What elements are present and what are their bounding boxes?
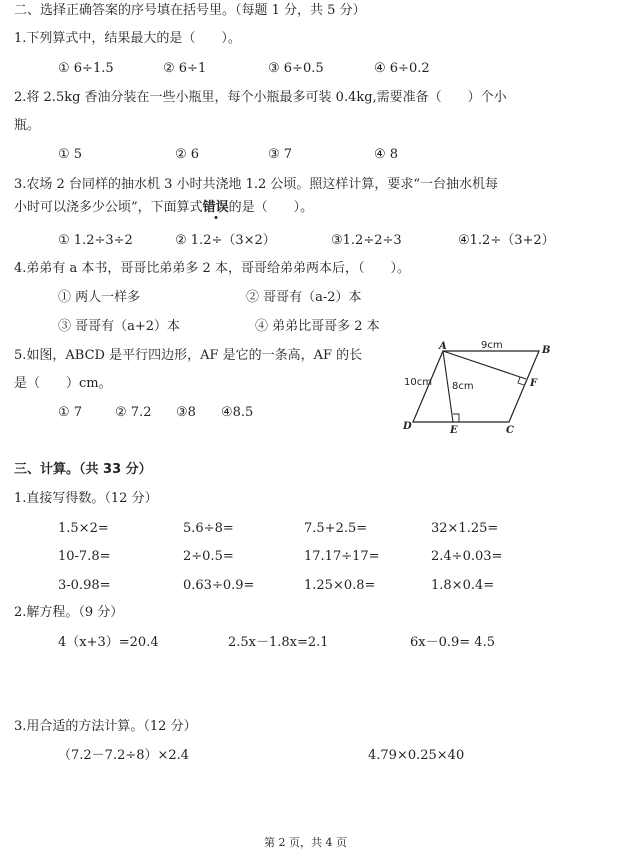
- calc-r3-c2: 0.63÷0.9=: [183, 578, 255, 593]
- q1-option-4: ④ 6÷0.2: [374, 61, 430, 76]
- calc-r3-c1: 3-0.98=: [58, 578, 111, 593]
- label-ab-9cm: 9cm: [481, 340, 503, 351]
- calc-r1-c1: 1.5×2=: [58, 521, 109, 536]
- q5-option-4: ④8.5: [221, 405, 254, 420]
- q4-option-1: ① 两人一样多: [58, 290, 141, 305]
- q4-option-2: ② 哥哥有（a-2）本: [246, 290, 362, 305]
- calc-r3-c3: 1.25×0.8=: [304, 578, 376, 593]
- calc-r1-c2: 5.6÷8=: [183, 521, 234, 536]
- calc-r1-c3: 7.5+2.5=: [304, 521, 368, 536]
- q3-option-1: ① 1.2÷3÷2: [58, 233, 133, 248]
- vertex-e: E: [450, 425, 458, 435]
- q1-option-1: ① 6÷1.5: [58, 61, 114, 76]
- segment-af: [443, 351, 526, 379]
- q3-option-3: ③1.2÷2÷3: [331, 233, 402, 248]
- q2-option-4: ④ 8: [374, 147, 399, 162]
- q2-option-2: ② 6: [175, 147, 200, 162]
- q5-stem-line1: 5.如图，ABCD 是平行四边形，AF 是它的一条高，AF 的长: [14, 348, 363, 363]
- section-3-title: 三、计算。（共 33 分）: [14, 462, 152, 477]
- q4-stem: 4.弟弟有 a 本书，哥哥比弟弟多 2 本，哥哥给弟弟两本后，（ ）。: [14, 261, 410, 276]
- calc-r3-c4: 1.8×0.4=: [431, 578, 495, 593]
- vertex-c: C: [506, 425, 514, 435]
- calc-r2-c3: 17.17÷17=: [304, 549, 380, 564]
- q3-stem-line1: 3.农场 2 台同样的抽水机 3 小时共浇地 1.2 公顷。照这样计算，要求“一台抽水机每: [14, 177, 499, 192]
- page-footer: 第 2 页，共 4 页: [264, 836, 347, 849]
- parallelogram-figure: [396, 340, 566, 435]
- q3-stem-emphasis: 错误: [202, 200, 229, 215]
- q4-option-3: ③ 哥哥有（a+2）本: [58, 319, 181, 334]
- q5-stem-line2: 是（ ）cm。: [14, 376, 112, 391]
- vertex-f: F: [530, 378, 538, 389]
- q3-option-2: ② 1.2÷（3×2）: [175, 233, 276, 248]
- section-2-title: 二、选择正确答案的序号填在括号里。（每题 1 分，共 5 分）: [14, 3, 366, 18]
- calc-r2-c4: 2.4÷0.03=: [431, 549, 503, 564]
- p2-stem: 2.解方程。（9 分）: [14, 605, 124, 620]
- label-ad-10cm: 10cm: [404, 377, 432, 388]
- equation-1: 4（x+3）=20.4: [58, 635, 159, 650]
- q3-option-4: ④1.2÷（3+2）: [458, 233, 555, 248]
- q2-option-1: ① 5: [58, 147, 83, 162]
- vertex-d: D: [403, 421, 412, 432]
- calc-r1-c4: 32×1.25=: [431, 521, 499, 536]
- q5-option-2: ② 7.2: [115, 405, 152, 420]
- calc-r2-c1: 10-7.8=: [58, 549, 111, 564]
- q2-option-3: ③ 7: [268, 147, 293, 162]
- q2-stem-line2: 瓶。: [14, 118, 41, 133]
- calc-r2-c2: 2÷0.5=: [183, 549, 234, 564]
- q1-option-3: ③ 6÷0.5: [268, 61, 324, 76]
- p3-stem: 3.用合适的方法计算。（12 分）: [14, 719, 197, 734]
- q3-stem-line2: [14, 199, 313, 217]
- p1-stem: 1.直接写得数。（12 分）: [14, 491, 158, 506]
- q4-option-4: ④ 弟弟比哥哥多 2 本: [255, 319, 380, 334]
- equation-2: 2.5x－1.8x=2.1: [228, 635, 329, 650]
- q3-stem-line2-after: 的是（ ）。: [228, 200, 314, 215]
- q5-option-3: ③8: [176, 405, 196, 420]
- q3-stem-line2-before: 小时可以浇多少公顷”，下面算式: [14, 200, 203, 215]
- vertex-a: A: [439, 341, 447, 352]
- right-angle-mark-e: [453, 414, 459, 422]
- label-ae-8cm: 8cm: [452, 381, 474, 392]
- expression-1: （7.2－7.2÷8）×2.4: [58, 748, 190, 763]
- q1-option-2: ② 6÷1: [163, 61, 207, 76]
- expression-2: 4.79×0.25×40: [368, 748, 465, 763]
- q1-stem: 1.下列算式中，结果最大的是（ ）。: [14, 31, 241, 46]
- q5-option-1: ① 7: [58, 405, 83, 420]
- q2-stem-line1: 2.将 2.5kg 香油分装在一些小瓶里，每个小瓶最多可装 0.4kg,需要准备（ ）个小: [14, 90, 507, 105]
- equation-3: 6x－0.9= 4.5: [410, 635, 495, 650]
- vertex-b: B: [542, 345, 551, 356]
